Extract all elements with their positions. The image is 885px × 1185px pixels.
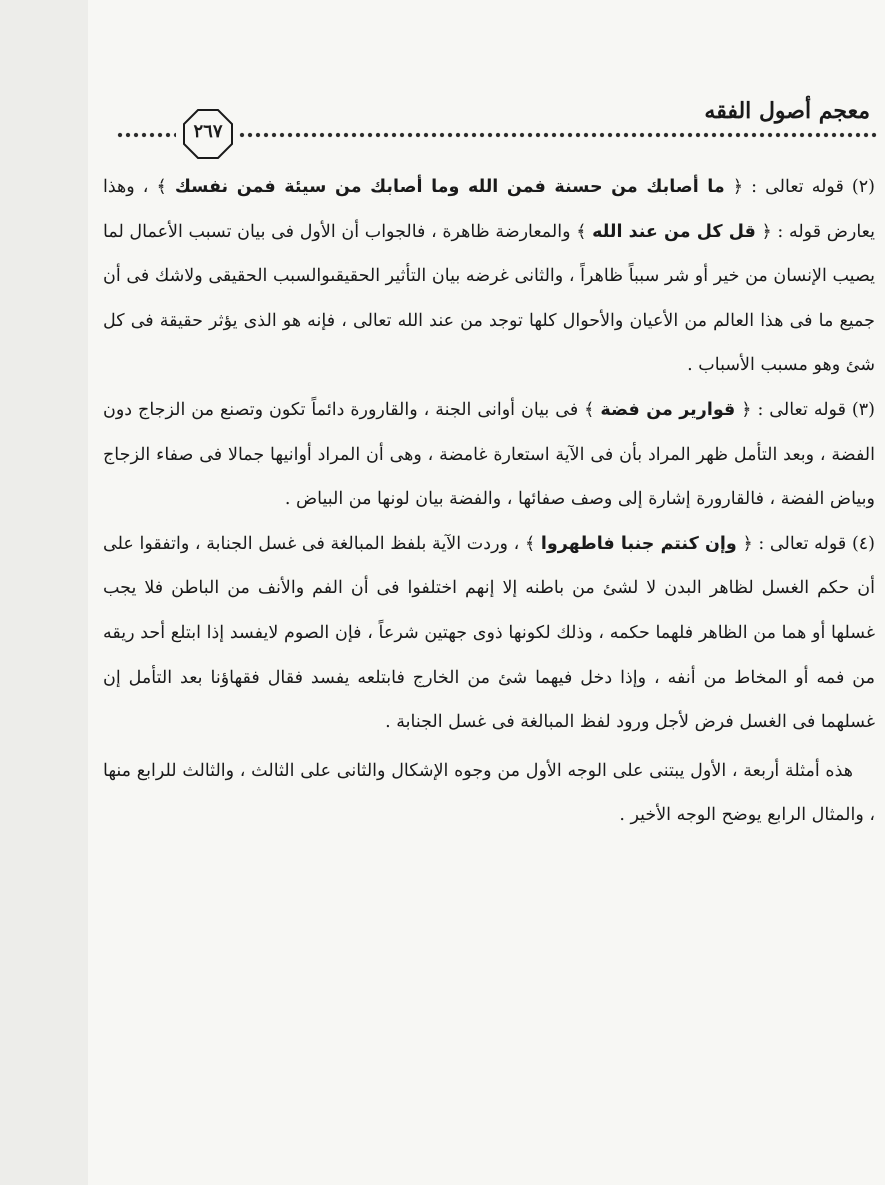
page-number: ٢٦٧	[193, 121, 223, 142]
quran-bracket-open: ﴿	[741, 399, 752, 420]
closing-paragraph: هذه أمثلة أربعة ، الأول يبتنى على الوجه الأول من وجوه الإشكال والثانى على الثالث ، والثالث للرابع منها ، والمثال الرابع يوضح الوجه الأخير .	[103, 760, 875, 826]
ornament-stars-right	[238, 128, 878, 142]
main-text	[103, 165, 875, 855]
example-item-4	[103, 522, 875, 745]
page-header	[88, 90, 885, 160]
item-body: فى بيان أوانى الجنة ، والقارورة دائماً تكون وتصنع من الزجاج دون الفضة ، وبعد التأمل ظهر المراد بأن فى الآية استعارة غامضة ، وهى أن المراد أوانيها جمالا فى صفاء الزجاج وبياض الفضة ، فالقارورة إشارة إلى وصف صفائها ، والفضة بيان لونها من البياض .	[103, 399, 875, 510]
example-item-3	[103, 388, 875, 522]
book-title: معجم أصول الفقه	[704, 98, 870, 124]
quran-verse: قل كل من عند الله	[592, 221, 756, 242]
item-prefix: قوله تعالى :	[752, 533, 847, 554]
quran-verse: قوارير من فضة	[600, 399, 736, 420]
quran-bracket-close: ﴾	[584, 399, 595, 420]
quran-bracket-close: ﴾	[576, 221, 587, 242]
page-number-frame	[182, 108, 234, 160]
quran-bracket-close: ﴾	[156, 177, 167, 197]
item-prefix: قوله تعالى :	[743, 177, 844, 197]
item-number: (٢)	[851, 177, 875, 197]
item-prefix: قوله تعالى :	[751, 399, 846, 420]
quran-verse: ما أصابك من حسنة فمن الله وما أصابك من سيئة فمن نفسك	[174, 177, 725, 197]
quran-verse: وإن كنتم جنبا فاطهروا	[540, 533, 737, 554]
example-item-2	[103, 165, 875, 388]
quran-bracket-open: ﴿	[742, 533, 753, 554]
book-page	[88, 0, 885, 1185]
item-body: والمعارضة ظاهرة ، فالجواب أن الأول فى بيان تسبب الأعمال لما يصيب الإنسان من خير أو شر سبباً ظاهراً ، والثانى غرضه بيان التأثير الحقيقىوالسبب الحقيقى ولاشك فى أن جميع ما فى هذا العالم من الأعيان والأحوال كلها توجد من عند الله تعالى ، فإنه هو الذى يؤثر حقيقة فى كل شئ وهو مسبب الأسباب .	[103, 221, 875, 376]
quran-bracket-open: ﴿	[761, 221, 772, 242]
quran-bracket-close: ﴾	[524, 533, 536, 554]
ornament-stars-left	[116, 128, 176, 142]
item-mid-text: ، وهذا يعارض قوله :	[103, 177, 875, 242]
item-body: ، وردت الآية بلفظ المبالغة فى غسل الجنابة ، واتفقوا على أن حكم الغسل لظاهر البدن لا لشئ من باطنه إلا إنهم اختلفوا فى أن الفم والأنف من الباطن فلا يجب غسلها أو هما من الظاهر فلهما حكمه ، وذلك لكونها ذوى جهتين شرعاً ، فإن الصوم لايفسد إذا ابتلع أحد ريقه من فمه أو المخاط من أنفه ، وإذا دخل فيهما شئ من الخارج فابتلعه يفسد فقال فقهاؤنا بعد التأمل إن غسلهما فى الغسل فرض لأجل ورود لفظ المبالغة فى غسل الجنابة .	[103, 533, 875, 733]
item-number: (٣)	[851, 399, 875, 420]
quran-bracket-open: ﴿	[732, 177, 744, 197]
item-number: (٤)	[851, 533, 875, 554]
